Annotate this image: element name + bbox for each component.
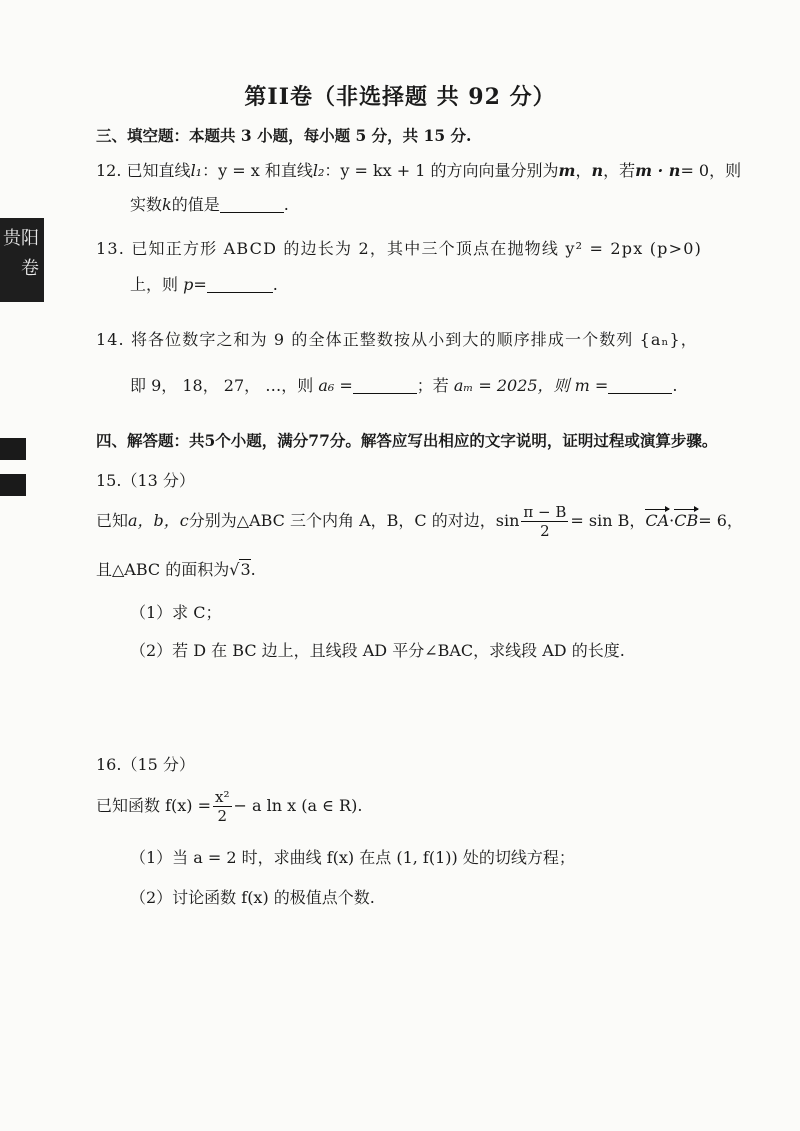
- q12-k: k: [162, 195, 172, 214]
- registration-mark: [0, 438, 26, 460]
- q16-text: − a ln x (a ∈ R).: [233, 796, 363, 815]
- section3-header: 三、填空题：本题共 3 小题，每小题 5 分，共 15 分.: [96, 126, 472, 145]
- q15-line1: [96, 503, 743, 540]
- q15-text: = 6，: [698, 511, 743, 530]
- q14-a6: a₆ =: [318, 376, 353, 395]
- q16-part1: （1）当 a = 2 时，求曲线 f(x) 在点 (1, f(1)) 处的切线方程；: [130, 848, 575, 867]
- q14-line2: [130, 373, 677, 396]
- q12-line1: [96, 158, 741, 181]
- q12-number: 12.: [96, 161, 122, 180]
- q13-text: 已知正方形 ABCD 的边长为 2，其中三个顶点在抛物线 y² = 2px (p>0): [131, 239, 703, 258]
- section4-header: 四、解答题：共5个小题，满分77分。解答应写出相应的文字说明，证明过程或演算步骤。: [96, 431, 718, 450]
- q15-text: 且△ABC 的面积为: [96, 560, 230, 579]
- q15-end: .: [250, 560, 256, 579]
- q16-text: 已知函数 f(x) =: [96, 796, 212, 815]
- sqrt-icon: √: [229, 560, 240, 579]
- q15-text: 已知: [96, 511, 129, 530]
- q12-vec-n: n: [591, 161, 604, 180]
- q13-end: .: [272, 275, 278, 294]
- q15-frac-num: π − B: [523, 503, 567, 521]
- q15-text: 分别为△ABC 三个内角 A，B，C 的对边，sin: [188, 511, 520, 530]
- q12-text: 实数: [130, 195, 163, 214]
- q12-dot-product: m · n: [635, 161, 681, 180]
- q16-part2: （2）讨论函数 f(x) 的极值点个数.: [130, 888, 375, 907]
- q13-p: p: [183, 275, 194, 294]
- answer-blank: [220, 196, 284, 213]
- q12-text: ，: [575, 161, 592, 180]
- q12-text: ：y = x 和直线: [202, 161, 313, 180]
- side-tab: [0, 218, 44, 302]
- q15-sqrt-value: 3: [240, 560, 251, 579]
- q12-l1: l₁: [190, 161, 203, 180]
- q13-line2: [130, 272, 278, 295]
- q14-text: ；若: [416, 376, 449, 395]
- q12-line2: [130, 192, 289, 215]
- q15-vars: a，b，c: [128, 511, 189, 530]
- q16-header: 16.（15 分）: [96, 755, 195, 774]
- q12-text: 的值是: [171, 195, 220, 214]
- q15-header: 15.（13 分）: [96, 471, 195, 490]
- q14-text: 即 9， 18， 27， …，则: [130, 376, 314, 395]
- q14-text: 将各位数字之和为 9 的全体正整数按从小到大的顺序排成一个数列 {aₙ}，: [130, 330, 698, 349]
- side-tab-line2: 卷: [21, 258, 39, 279]
- q14-am: aₘ = 2025，则: [453, 376, 570, 395]
- q15-text: = sin B，: [570, 511, 646, 530]
- q16-frac-den: 2: [217, 807, 228, 825]
- q12-text: = 0，则: [680, 161, 742, 180]
- q16-fraction: [213, 788, 231, 825]
- registration-mark: [0, 474, 26, 496]
- q15-dot: ·: [669, 511, 675, 530]
- q13-text: 上，则: [130, 275, 179, 294]
- q16-frac-num: x²: [215, 788, 230, 806]
- q12-l2: l₂: [312, 161, 325, 180]
- q12-text: 已知直线: [126, 161, 191, 180]
- answer-blank: [207, 276, 273, 293]
- side-tab-line1: 贵阳: [3, 228, 39, 249]
- q15-line2: [96, 557, 256, 580]
- q12-end: .: [283, 195, 289, 214]
- q14-line1: [96, 327, 698, 350]
- q13-line1: [96, 236, 702, 259]
- q15-part2: （2）若 D 在 BC 边上，且线段 AD 平分∠BAC，求线段 AD 的长度.: [130, 641, 625, 660]
- page-title: 第II卷（非选择题 共 92 分）: [244, 84, 556, 110]
- q13-number: 13.: [96, 239, 126, 258]
- q14-number: 14.: [96, 330, 125, 349]
- q16-line1: [96, 788, 362, 825]
- q14-m: m =: [574, 376, 609, 395]
- q14-end: .: [672, 376, 678, 395]
- q12-text: ，若: [603, 161, 636, 180]
- q15-fraction: [521, 503, 568, 540]
- answer-blank: [353, 377, 417, 394]
- q15-vector-ca: CA: [645, 511, 670, 530]
- answer-blank: [608, 377, 672, 394]
- q15-frac-den: 2: [540, 522, 550, 540]
- q12-text: ：y = kx + 1 的方向向量分别为: [324, 161, 559, 180]
- q15-part1: （1）求 C；: [130, 603, 222, 622]
- q12-vec-m: m: [558, 161, 576, 180]
- q13-eq: =: [193, 275, 207, 294]
- q15-vector-cb: CB: [674, 511, 699, 530]
